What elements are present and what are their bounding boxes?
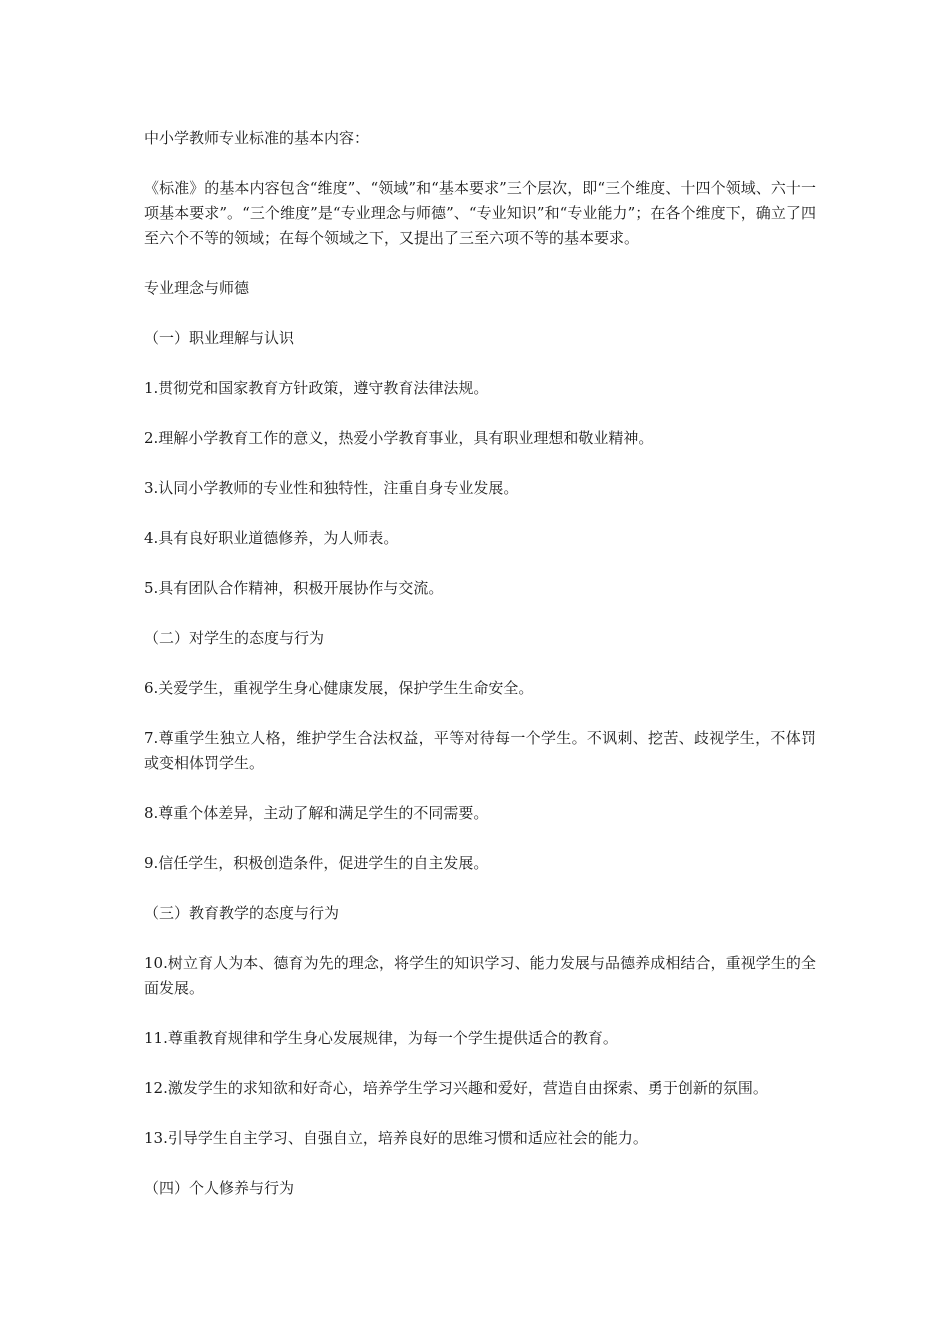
list-item: 7.尊重学生独立人格，维护学生合法权益，平等对待每一个学生。不讽刺、挖苦、歧视学生，不体罚或变相体罚学生。	[144, 729, 816, 772]
list-item: 13.引导学生自主学习、自强自立，培养良好的思维习惯和适应社会的能力。	[144, 1129, 648, 1147]
intro-paragraph: 《标准》的基本内容包含“维度”、“领域”和“基本要求”三个层次，即“三个维度、十四个领域、六十一项基本要求”。“三个维度”是“专业理念与师德”、“专业知识”和“专业能力”；在各个维度下，确立了四至六个不等的领域；在每个领域之下，又提出了三至六项不等的基本要求。	[144, 179, 816, 247]
dimension-heading: 专业理念与师德	[144, 279, 250, 297]
list-item: 5.具有团队合作精神，积极开展协作与交流。	[144, 579, 444, 597]
list-item: 2.理解小学教育工作的意义，热爱小学教育事业，具有职业理想和敬业精神。	[144, 429, 654, 447]
list-item: 9.信任学生，积极创造条件，促进学生的自主发展。	[144, 854, 489, 872]
section-heading: （四）个人修养与行为	[144, 1179, 295, 1197]
list-item: 8.尊重个体差异，主动了解和满足学生的不同需要。	[144, 804, 489, 822]
section-heading: （一）职业理解与认识	[144, 329, 295, 347]
list-item: 10.树立育人为本、德育为先的理念，将学生的知识学习、能力发展与品德养成相结合，重视学生的全面发展。	[144, 954, 816, 997]
list-item: 12.激发学生的求知欲和好奇心，培养学生学习兴趣和爱好，营造自由探索、勇于创新的氛围。	[144, 1079, 768, 1097]
list-item: 6.关爱学生，重视学生身心健康发展，保护学生生命安全。	[144, 679, 534, 697]
list-item: 11.尊重教育规律和学生身心发展规律，为每一个学生提供适合的教育。	[144, 1029, 618, 1047]
document-body	[144, 126, 816, 1226]
section-heading: （三）教育教学的态度与行为	[144, 904, 340, 922]
doc-heading: 中小学教师专业标准的基本内容：	[144, 129, 370, 147]
list-item: 4.具有良好职业道德修养，为人师表。	[144, 529, 399, 547]
list-item: 3.认同小学教师的专业性和独特性，注重自身专业发展。	[144, 479, 519, 497]
section-heading: （二）对学生的态度与行为	[144, 629, 325, 647]
list-item: 1.贯彻党和国家教育方针政策，遵守教育法律法规。	[144, 379, 489, 397]
